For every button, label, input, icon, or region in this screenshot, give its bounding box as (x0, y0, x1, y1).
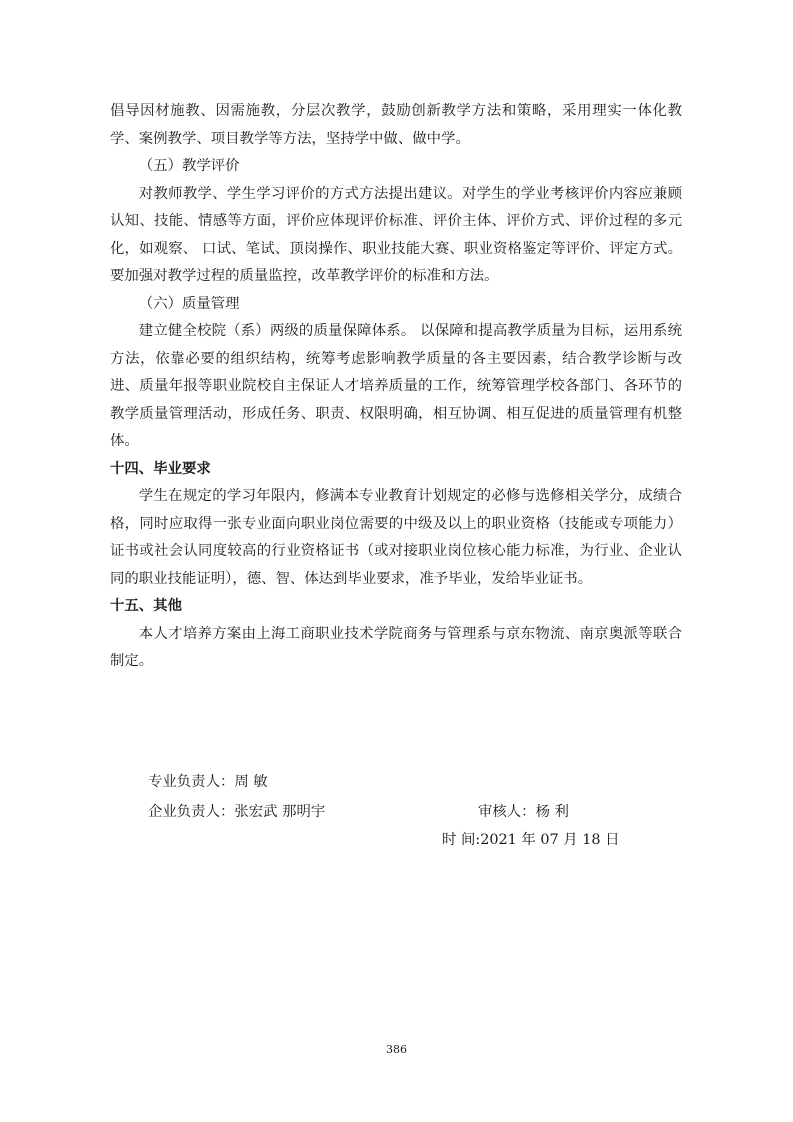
paragraph-teaching-evaluation: 对教师教学、学生学习评价的方式方法提出建议。对学生的学业考核评价内容应兼顾认知、技能、情感等方面，评价应体现评价标准、评价主体、评价方式、评价过程的多元化，如观察、 口试、笔试、顶岗操作、职业技能大赛、职业资格鉴定等评价、评定方式。要加强对教学过程的质量监控，改革教学评价的标准和方法。 (110, 185, 682, 284)
major-lead-signature: 专业负责人：周 敏 (148, 774, 268, 790)
section-heading-quality-management: （六）质量管理 (138, 295, 240, 312)
reviewer-signature: 审核人：杨 利 (478, 804, 569, 820)
enterprise-lead-signature: 企业负责人：张宏武 那明宇 (148, 804, 326, 820)
document-body (110, 98, 682, 676)
paragraph-quality-management: 建立健全校院（系）两级的质量保障体系。 以保障和提高教学质量为目标，运用系统方法，依靠必要的组织结构，统筹考虑影响教学质量的各主要因素，结合教学诊断与改进、质量年报等职业院校自主保证人才培养质量的工作，统筹管理学校各部门、各环节的教学质量管理活动，形成任务、职责、权限明确，相互协调、相互促进的质量管理有机整体。 (110, 323, 682, 449)
paragraph-others: 本人才培养方案由上海工商职业技术学院商务与管理系与京东物流、南京奥派等联合制定。 (110, 625, 682, 669)
paragraph-graduation-requirements: 学生在规定的学习年限内，修满本专业教育计划规定的必修与选修相关学分，成绩合格，同时应取得一张专业面向职业岗位需要的中级及以上的职业资格（技能或专项能力）证书或社会认同度较高的行业资格证书（或对接职业岗位核心能力标准，为行业、企业认同的职业技能证明），德、智、体达到毕业要求，准予毕业，发给毕业证书。 (110, 488, 682, 587)
section-heading-teaching-evaluation: （五）教学评价 (138, 158, 240, 174)
section-heading-graduation-requirements: 十四、毕业要求 (110, 460, 211, 477)
section-heading-others: 十五、其他 (110, 598, 182, 614)
paragraph-teaching-methods: 倡导因材施教、因需施教，分层次教学，鼓励创新教学方法和策略，采用理实一体化教学、案例教学、项目教学等方法，坚持学中做、做中学。 (110, 103, 682, 147)
page-number: 386 (386, 1043, 407, 1056)
signature-date: 时 间:2021 年 07 月 18 日 (442, 832, 620, 848)
